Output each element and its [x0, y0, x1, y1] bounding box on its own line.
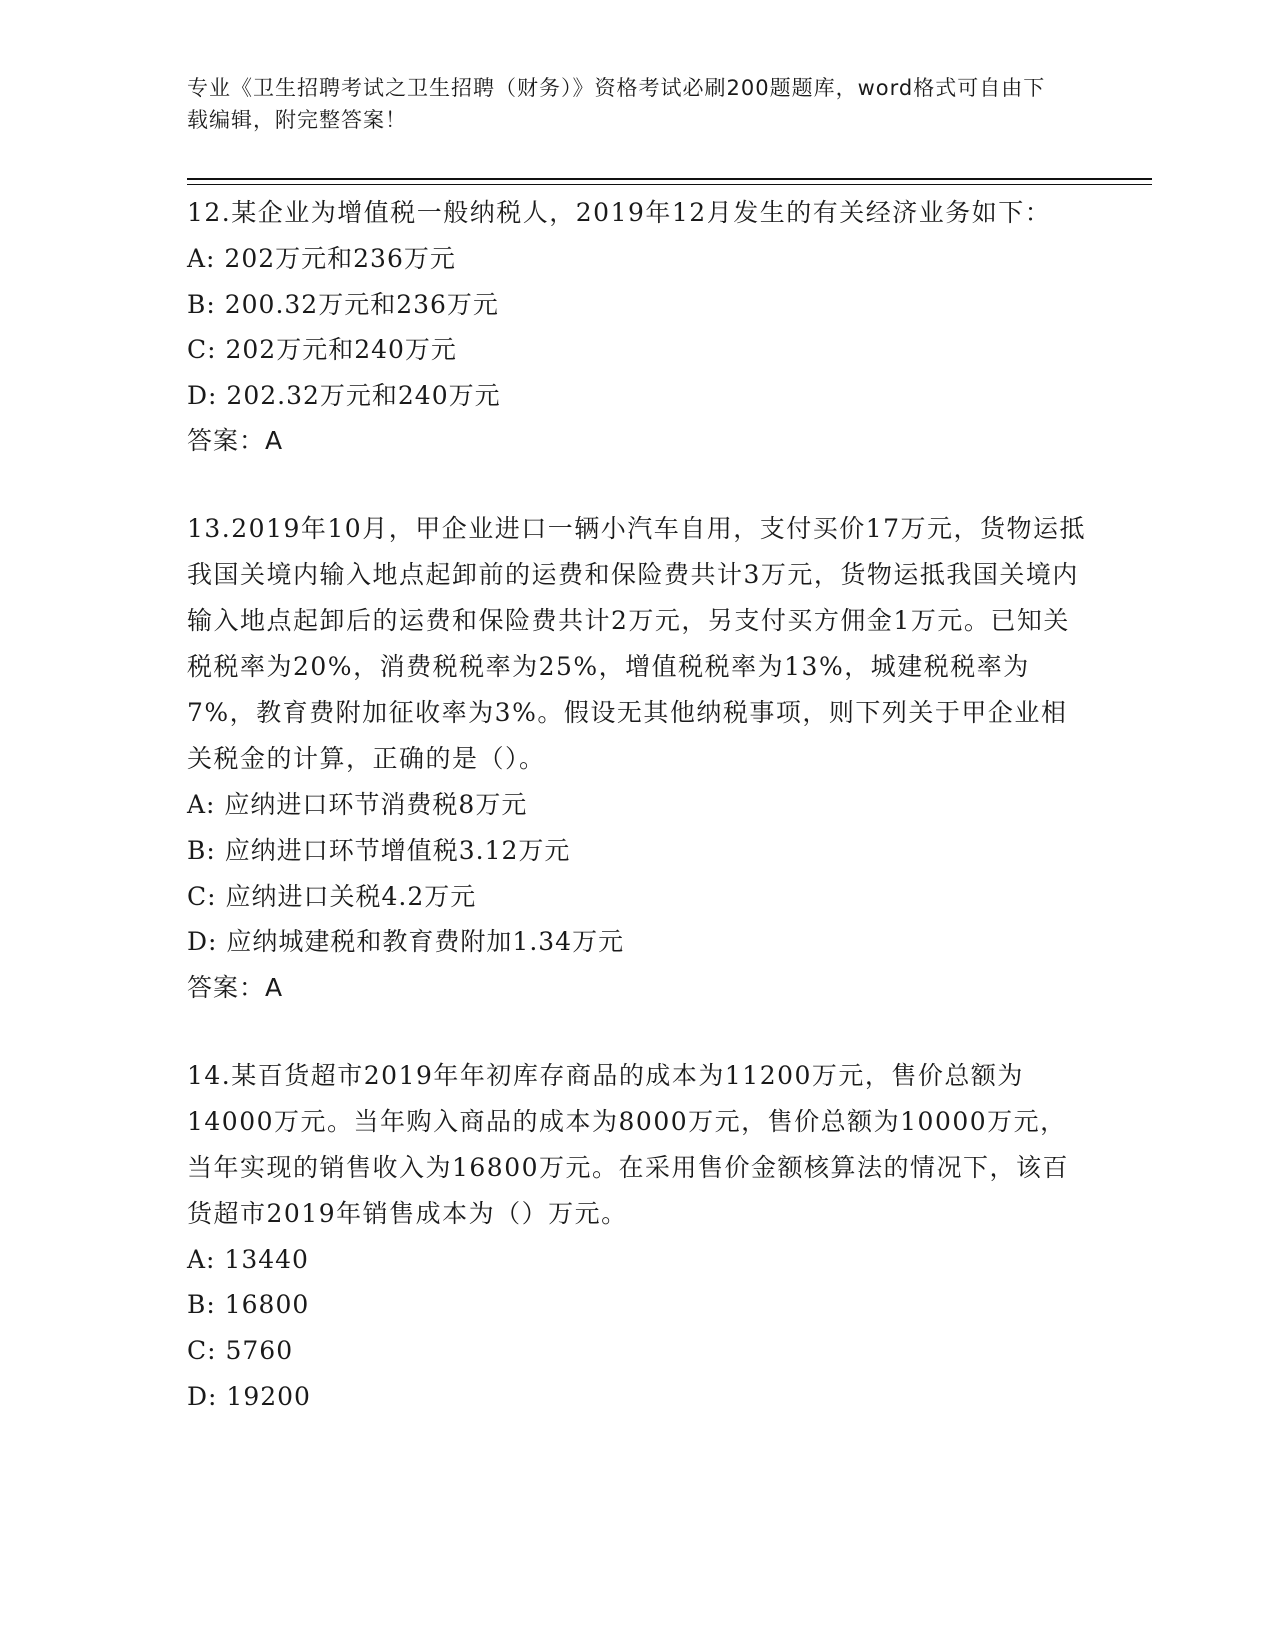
question-13 [187, 506, 1087, 1010]
option-d: D: 19200 [187, 1381, 311, 1411]
question-14 [187, 1053, 1087, 1419]
option-b: B: 应纳进口环节增值税3.12万元 [187, 835, 571, 865]
question-stem: 14.某百货超市2019年年初库存商品的成本为11200万元，售价总额为14000万元。当年购入商品的成本为8000万元，售价总额为10000万元，当年实现的销售收入为16800万元。在采用售价金额核算法的情况下，该百货超市2019年销售成本为（）万元。 [187, 1060, 1070, 1228]
option-a: A: 应纳进口环节消费税8万元 [187, 790, 528, 820]
option-d: D: 应纳城建税和教育费附加1.34万元 [187, 927, 625, 957]
option-c: C: 202万元和240万元 [187, 335, 457, 365]
option-c: C: 应纳进口关税4.2万元 [187, 881, 477, 911]
question-list [187, 190, 1087, 1419]
question-stem: 13.2019年10月，甲企业进口一辆小汽车自用，支付买价17万元，货物运抵我国关境内输入地点起卸前的运费和保险费共计3万元，货物运抵我国关境内输入地点起卸后的运费和保险费共计2万元，另支付买方佣金1万元。已知关税税率为20%，消费税税率为25%，增值税税率为13%，城建税税率为7%，教育费附加征收率为3%。假设无其他纳税事项，则下列关于甲企业相关税金的计算，正确的是（）。 [187, 514, 1087, 774]
option-b: B: 16800 [187, 1290, 310, 1320]
question-spacer [187, 464, 1087, 506]
header-rule-thick [187, 178, 1152, 180]
option-a: A: 13440 [187, 1244, 309, 1274]
answer-line: 答案：A [187, 972, 284, 1002]
question-spacer [187, 1011, 1087, 1053]
answer-line: 答案：A [187, 426, 284, 456]
option-c: C: 5760 [187, 1335, 294, 1365]
question-12 [187, 190, 1087, 464]
header-rule-thin [187, 184, 1152, 185]
document-header: 专业《卫生招聘考试之卫生招聘（财务）》资格考试必刷200题题库，word格式可自由下载编辑，附完整答案！ [187, 76, 1046, 132]
option-b: B: 200.32万元和236万元 [187, 289, 499, 319]
option-a: A: 202万元和236万元 [187, 244, 456, 273]
question-stem: 12.某企业为增值税一般纳税人，2019年12月发生的有关经济业务如下： [187, 198, 1052, 227]
option-d: D: 202.32万元和240万元 [187, 380, 501, 410]
